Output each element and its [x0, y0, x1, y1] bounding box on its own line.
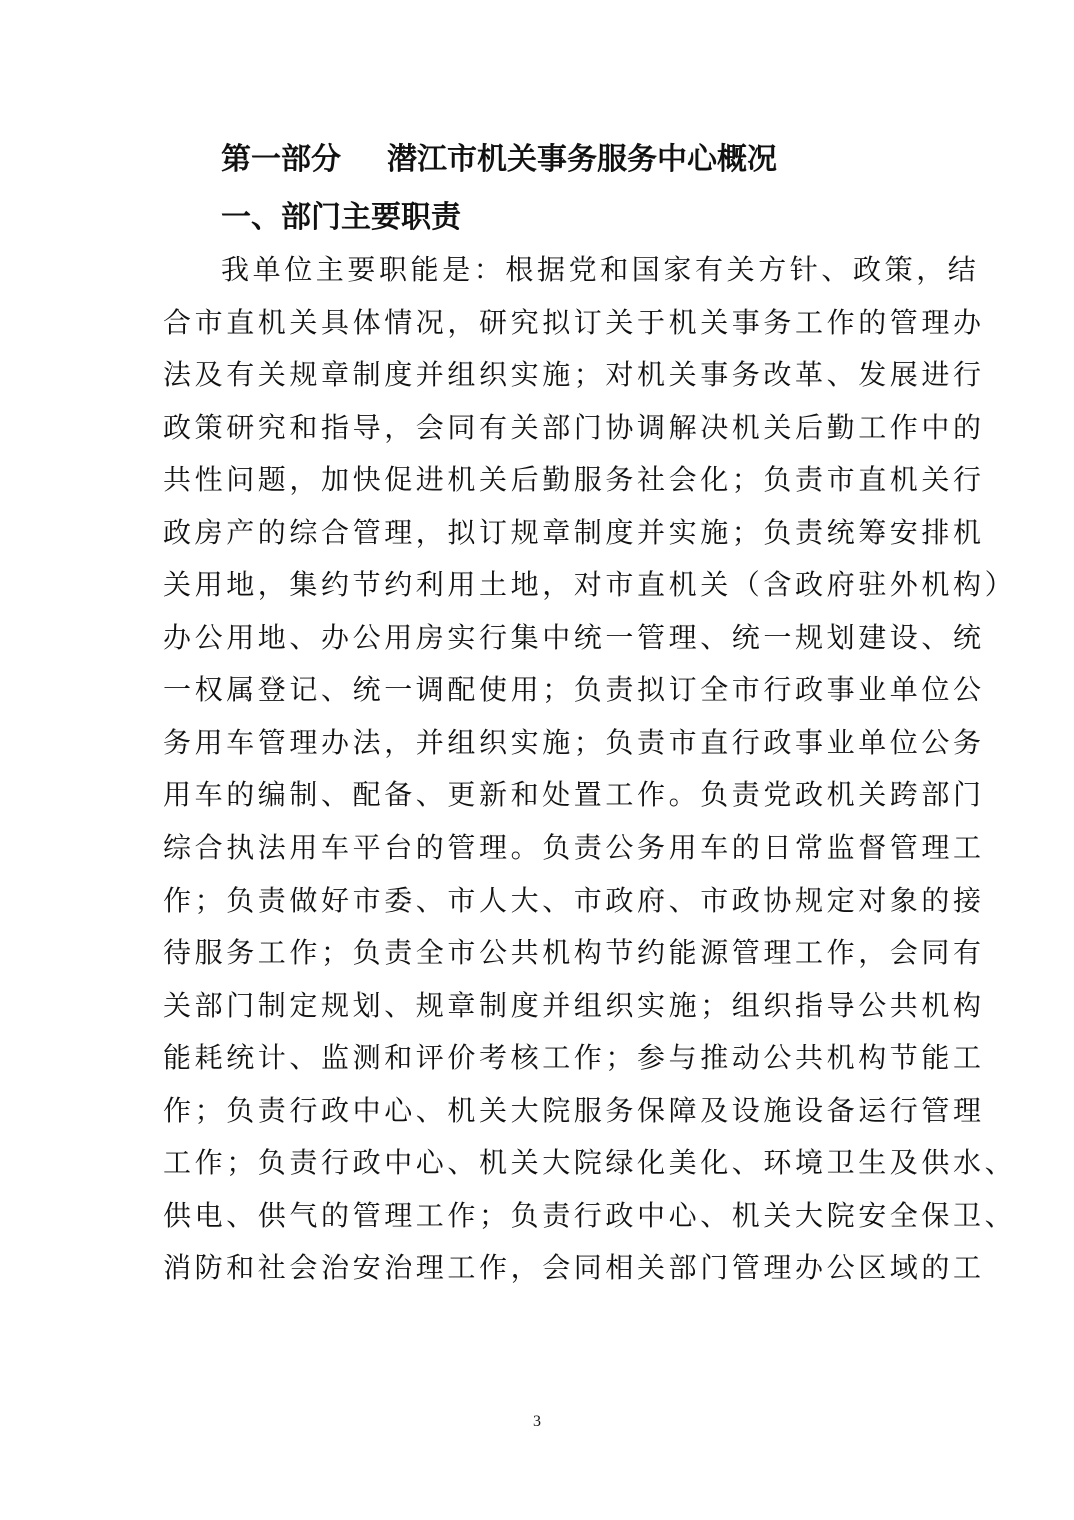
body-line: 政房产的综合管理，拟订规章制度并实施；负责统筹安排机 — [163, 515, 985, 549]
body-line: 一权属登记、统一调配使用；负责拟订全市行政事业单位公 — [163, 673, 985, 707]
part-title-name: 潜江市机关事务服务中心概况 — [387, 142, 777, 177]
body-paragraph — [163, 248, 1017, 1299]
part-title-label: 第一部分 — [221, 142, 341, 177]
body-line: 法及有关规章制度并组织实施；对机关事务改革、发展进行 — [163, 358, 985, 392]
body-line: 共性问题，加快促进机关后勤服务社会化；负责市直机关行 — [163, 463, 985, 497]
body-line: 供电、供气的管理工作；负责行政中心、机关大院安全保卫、 — [163, 1198, 1017, 1232]
body-line: 能耗统计、监测和评价考核工作；参与推动公共机构节能工 — [163, 1041, 985, 1075]
section-heading: 一、部门主要职责 — [221, 200, 461, 235]
body-line: 关用地，集约节约利用土地，对市直机关（含政府驻外机构） — [163, 568, 1017, 602]
body-line: 作；负责做好市委、市人大、市政府、市政协规定对象的接 — [163, 883, 985, 917]
body-line: 我单位主要职能是：根据党和国家有关方针、政策，结 — [221, 253, 980, 286]
body-line: 政策研究和指导，会同有关部门协调解决机关后勤工作中的 — [163, 410, 985, 444]
body-line: 消防和社会治安治理工作，会同相关部门管理办公区域的工 — [163, 1251, 985, 1285]
body-line: 办公用地、办公用房实行集中统一管理、统一规划建设、统 — [163, 620, 985, 654]
body-line: 工作；负责行政中心、机关大院绿化美化、环境卫生及供水、 — [163, 1146, 1017, 1180]
body-line: 关部门制定规划、规章制度并组织实施；组织指导公共机构 — [163, 988, 985, 1022]
part-title — [221, 138, 777, 182]
body-line: 综合执法用车平台的管理。负责公务用车的日常监督管理工 — [163, 831, 985, 865]
body-line: 合市直机关具体情况，研究拟订关于机关事务工作的管理办 — [163, 305, 985, 339]
body-line: 用车的编制、配备、更新和处置工作。负责党政机关跨部门 — [163, 778, 985, 812]
body-line: 待服务工作；负责全市公共机构节约能源管理工作，会同有 — [163, 936, 985, 970]
body-line: 务用车管理办法，并组织实施；负责市直行政事业单位公务 — [163, 725, 985, 759]
page-number: 3 — [533, 1413, 541, 1430]
body-line: 作；负责行政中心、机关大院服务保障及设施设备运行管理 — [163, 1093, 985, 1127]
